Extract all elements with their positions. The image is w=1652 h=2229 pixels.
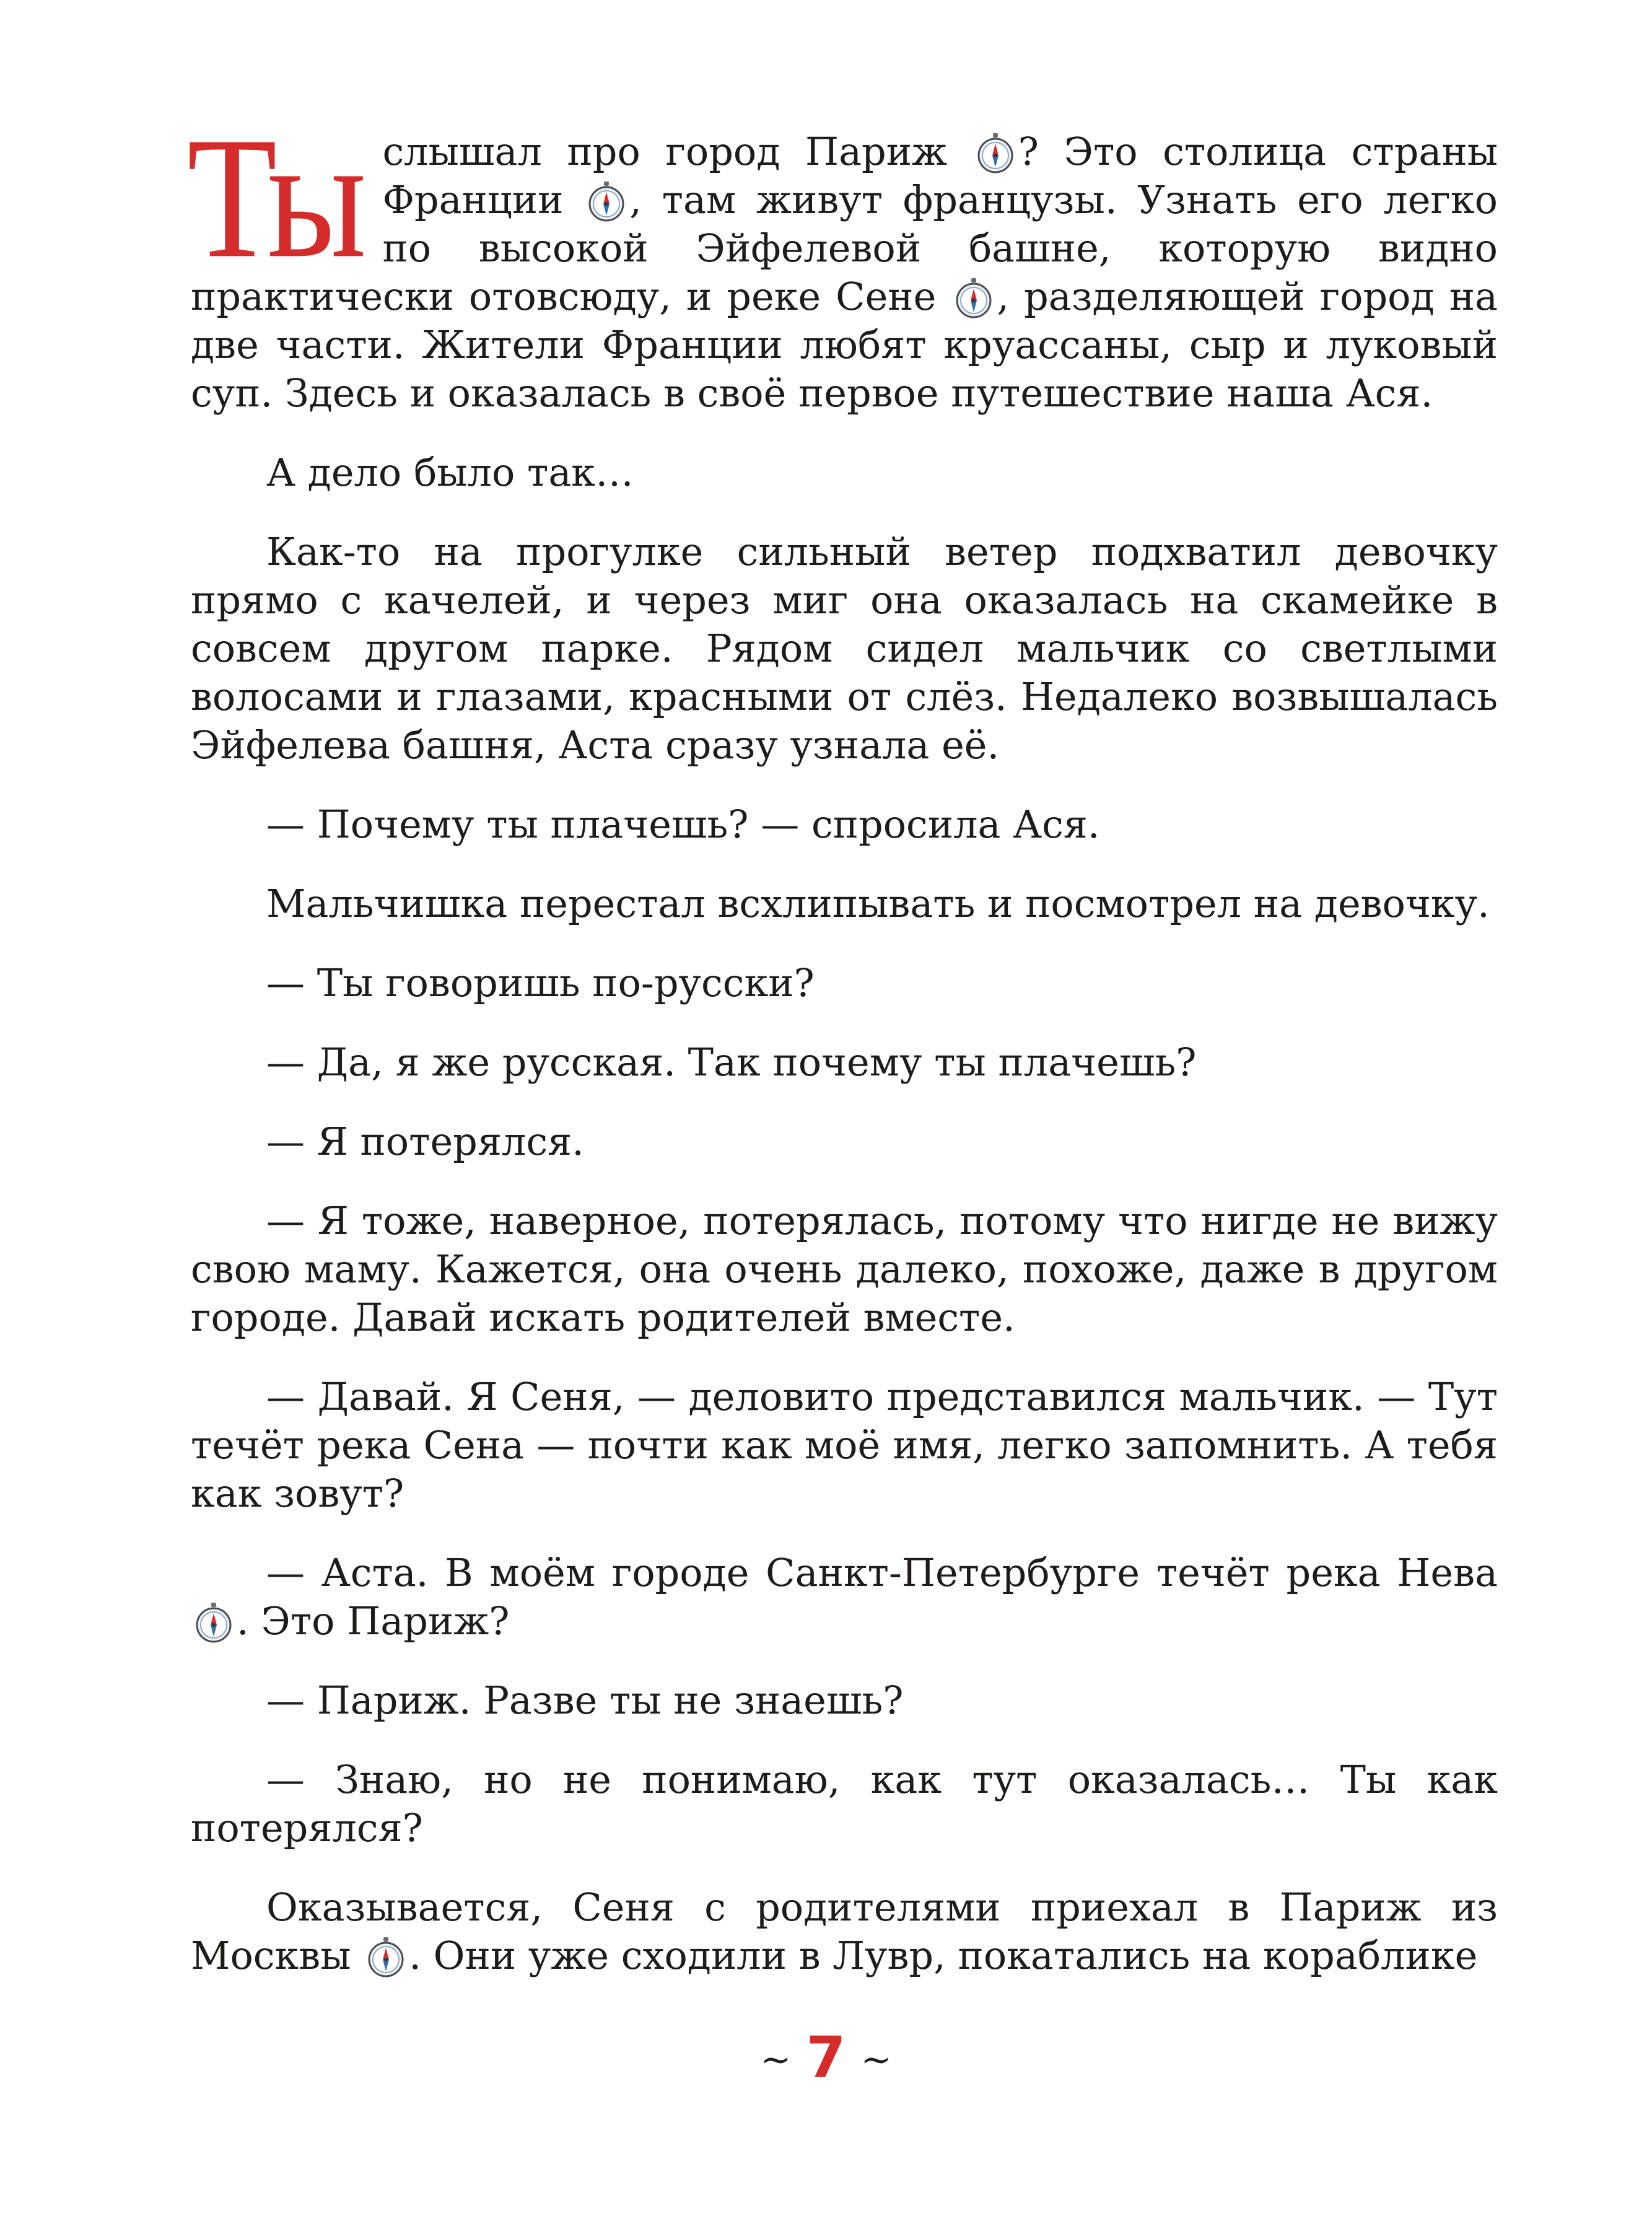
compass-icon — [193, 1602, 234, 1643]
paragraph: — Париж. Разве ты не знаешь? — [266, 1678, 904, 1723]
text-run: . Это Париж? — [237, 1598, 510, 1644]
paragraph: А дело было так… — [266, 450, 634, 495]
paragraph: — Ты говоришь по-русски? — [266, 960, 815, 1005]
compass-icon — [586, 181, 627, 222]
text-run: ? Это столица страны Франции — [382, 129, 1498, 222]
drop-cap: Ты — [187, 102, 364, 294]
text-run: — Аста. В моём городе Санкт-Петербурге течёт река Нева — [266, 1550, 1498, 1595]
paragraph: Мальчишка перестал всхлипывать и посмотрел на девочку. — [266, 881, 1490, 926]
tilde-right: ~ — [860, 2038, 892, 2082]
compass-icon — [975, 133, 1016, 173]
paragraph: — Я тоже, наверное, потерялась, потому что нигде не вижу свою маму. Кажется, она очень далеко, похоже, даже в другом городе. Давай искать родителей вместе. — [191, 1198, 1498, 1340]
page-number-footer — [0, 2025, 1652, 2091]
tilde-left: ~ — [760, 2038, 792, 2082]
paragraph — [191, 1883, 1498, 1980]
text-run: , там живут французы. Узнать его легко по высокой Эйфелевой башне, которую видно практически отовсюду, и реке Сене — [191, 177, 1498, 319]
paragraph: — Почему ты плачешь? — спросила Ася. — [266, 802, 1100, 847]
compass-icon — [953, 278, 994, 318]
paragraph: — Давай. Я Сеня, — деловито представился мальчик. — Тут течёт река Сена — почти как моё имя, легко запомнить. А тебя как зовут? — [191, 1374, 1498, 1516]
paragraph: — Я потерялся. — [266, 1119, 584, 1164]
text-run: , разделяющей город на две части. Жители Франции любят круассаны, сыр и луковый суп. Здесь и оказалась в своё первое путешествие наша Ася. — [191, 274, 1498, 416]
paragraph: Как-то на прогулке сильный ветер подхватил девочку прямо с качелей, и через миг она оказалась на скамейке в совсем другом парке. Рядом сидел мальчик со светлыми волосами и глазами, красными от слёз. Недалеко возвышалась Эйфелева башня, Аста сразу узнала её. — [191, 529, 1498, 768]
body-text — [187, 102, 1498, 1980]
text-run: . Они уже сходили в Лувр, покатались на кораблике — [409, 1933, 1478, 1978]
text-run: слышал про город Париж — [382, 129, 972, 174]
text-run: Оказывается, Сеня с родителями приехал в Париж из Москвы — [191, 1885, 1498, 1978]
paragraph: — Знаю, но не понимаю, как тут оказалась… Ты как потерялся? — [191, 1757, 1498, 1850]
page-number: 7 — [806, 2025, 846, 2091]
paragraph: — Да, я же русская. Так почему ты плачешь? — [266, 1040, 1197, 1085]
paragraph — [191, 1549, 1498, 1645]
compass-icon — [365, 1937, 406, 1977]
paragraph-intro — [187, 102, 1498, 418]
